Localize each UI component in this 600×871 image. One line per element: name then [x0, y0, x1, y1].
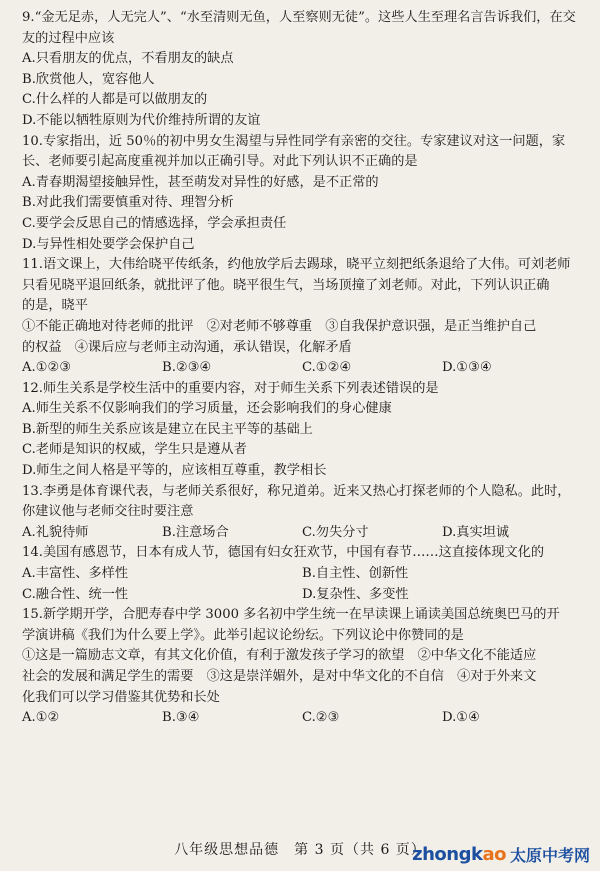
answer-option: B.②③④: [162, 360, 212, 376]
question-stem-line: 化我们可以学习借鉴其优势和长处: [22, 689, 220, 705]
answer-option: B.③④: [162, 710, 200, 726]
logo-latin: zhongkao: [412, 844, 506, 865]
question-stem-line: 10.专家指出，近 50％的初中男女生渴望与异性同学有亲密的交往。专家建议对这一问题，家: [22, 133, 566, 149]
answer-option: D.真实坦诚: [442, 524, 510, 540]
answer-option: A.青春期渴望接触异性，甚至萌发对异性的好感，是不正常的: [22, 174, 379, 190]
question-15: [22, 605, 582, 729]
answer-option: A.只看朋友的优点，不看朋友的缺点: [22, 51, 234, 67]
answer-option: D.①④: [442, 710, 480, 726]
question-list: [22, 8, 582, 729]
question-11: [22, 255, 582, 379]
answer-option: A.①②③: [22, 360, 72, 376]
question-14: [22, 543, 582, 605]
answer-options-row: [22, 585, 582, 606]
answer-option: A.①②: [22, 710, 60, 726]
question-stem-line: 13.李勇是体育课代表，与老师关系很好，称兄道弟。近来又热心打探老师的个人隐私。此时，: [22, 483, 571, 499]
answer-option: B.对此我们需要慎重对待、理智分析: [22, 195, 234, 211]
answer-option: B.自主性、创新性: [302, 566, 409, 582]
question-stem-line: 15.新学期开学，合肥寿春中学 3000 多名初中学生统一在早读课上诵读美国总统奥巴马的开: [22, 607, 560, 623]
answer-option: C.勿失分寸: [302, 524, 369, 540]
answer-option: B.新型的师生关系应该是建立在民主平等的基础上: [22, 421, 313, 437]
answer-option: C.②③: [302, 710, 340, 726]
question-stem-line: 你建议他与老师交往时要注意: [22, 504, 194, 520]
question-stem-line: 14.美国有感恩节，日本有成人节，德国有妇女狂欢节，中国有春节……这直接体现文化的: [22, 545, 545, 561]
answer-option: C.要学会反思自己的情感选择，学会承担责任: [22, 215, 287, 231]
answer-options-row: [22, 708, 582, 729]
answer-option: C.融合性、统一性: [22, 586, 129, 602]
logo-chinese: 太原中考网: [509, 846, 590, 865]
answer-option: A.丰富性、多样性: [22, 566, 129, 582]
answer-option: D.与异性相处要学会保护自己: [22, 236, 195, 252]
question-stem-line: 的是，晓平: [22, 298, 88, 314]
question-13: [22, 482, 582, 544]
footer-text: 八年级思想品德 第 3 页（共 6 页）: [174, 842, 426, 858]
answer-option: A.礼貌待师: [22, 524, 89, 540]
answer-option: D.复杂性、多变性: [302, 586, 409, 602]
question-stem-line: 友的过程中应该: [22, 30, 115, 46]
answer-option: D.师生之间人格是平等的，应该相互尊重，教学相长: [22, 463, 327, 479]
question-stem-line: ①这是一篇励志文章，有其文化价值，有利于激发孩子学习的欲望 ②中华文化不能适应: [22, 648, 537, 664]
question-9: [22, 8, 582, 132]
answer-option: C.老师是知识的权威，学生只是遵从者: [22, 442, 247, 458]
answer-option: C.①②④: [302, 360, 352, 376]
question-stem-line: ①不能正确地对待老师的批评 ②对老师不够尊重 ③自我保护意识强，是正当维护自己: [22, 318, 537, 334]
answer-options-row: [22, 523, 582, 544]
question-stem-line: 11.语文课上，大伟给晓平传纸条，约他放学后去踢球，晓平立刻把纸条退给了大伟。可刘老师: [22, 257, 571, 273]
site-watermark-logo: [412, 843, 590, 866]
question-stem-line: 只看见晓平退回纸条，就批评了他。晓平很生气，当场顶撞了刘老师。对此，下列认识正确: [22, 277, 550, 293]
answer-options-row: [22, 564, 582, 585]
answer-option: C.什么样的人都是可以做朋友的: [22, 92, 208, 108]
answer-option: B.注意场合: [162, 524, 229, 540]
question-stem-line: 的权益 ④课后应与老师主动沟通，承认错误，化解矛盾: [22, 339, 352, 355]
question-10: [22, 132, 582, 256]
answer-options-row: [22, 358, 582, 379]
question-stem-line: 9.“金无足赤，人无完人”、“水至清则无鱼，人至察则无徒”。这些人生至理名言告诉我们，在交: [22, 10, 576, 25]
answer-option: D.①③④: [442, 360, 492, 376]
answer-option: A.师生关系不仅影响我们的学习质量，还会影响我们的身心健康: [22, 401, 392, 417]
question-stem-line: 学演讲稿《我们为什么要上学》。此举引起议论纷纭。下列议论中你赞同的是: [22, 627, 464, 643]
answer-option: B.欣赏他人，宽容他人: [22, 71, 155, 87]
question-12: [22, 379, 582, 482]
question-stem-line: 社会的发展和满足学生的需要 ③这是崇洋媚外，是对中华文化的不自信 ④对于外来文: [22, 669, 537, 684]
question-stem-line: 12.师生关系是学校生活中的重要内容，对于师生关系下列表述错误的是: [22, 380, 439, 396]
answer-option: D.不能以牺牲原则为代价维持所谓的友谊: [22, 112, 261, 128]
question-stem-line: 长、老师要引起高度重视并加以正确引导。对此下列认识不正确的是: [22, 154, 418, 170]
